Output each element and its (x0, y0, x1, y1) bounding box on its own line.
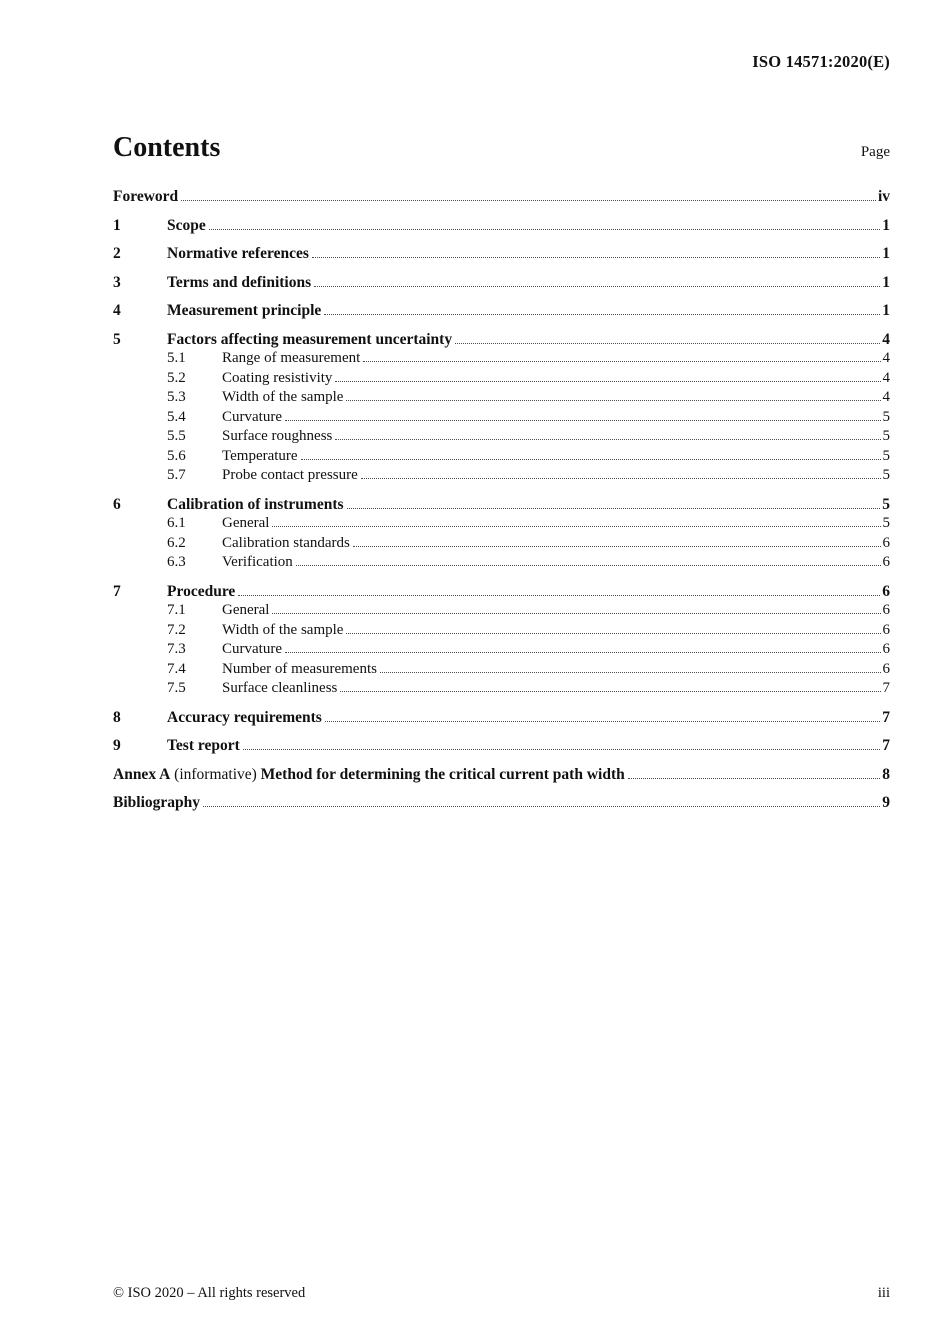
toc-entry-page: 4 (882, 330, 890, 348)
toc-entry-page: 1 (882, 273, 890, 291)
dot-leader (335, 380, 880, 382)
toc-entry-label: Number of measurements (222, 660, 377, 677)
toc-entry-number: 7 (113, 582, 121, 600)
toc-header (113, 132, 890, 164)
toc-entry-label: Coating resistivity (222, 369, 333, 386)
toc-entry-page: 5 (882, 467, 890, 483)
toc-entry-label: Terms and definitions (167, 273, 312, 291)
toc-entry-page: 6 (882, 602, 890, 618)
toc-entry-page: 6 (882, 554, 890, 570)
toc-entry-label-part: Method for determining the critical current path width (260, 765, 625, 783)
toc-entry-page: 4 (882, 369, 890, 386)
toc-entry-label: Test report (167, 737, 240, 754)
toc-entry-label: Factors affecting measurement uncertainty (167, 330, 453, 348)
dot-leader (272, 525, 880, 527)
page-column-label: Page (860, 144, 890, 160)
toc-entry[interactable] (113, 708, 890, 728)
toc-entry[interactable] (113, 765, 890, 785)
dot-leader (346, 399, 880, 401)
toc-entry-page: 7 (882, 737, 890, 754)
toc-entry[interactable] (113, 330, 890, 350)
toc-entry-number: 4 (113, 302, 121, 319)
toc-entry-number: 5.6 (167, 447, 186, 464)
toc-entry-number: 5 (113, 330, 121, 348)
dot-leader (361, 477, 881, 479)
contents-title: Contents (113, 132, 221, 163)
toc-entry-number: 9 (113, 737, 121, 754)
dot-leader (314, 285, 880, 287)
dot-leader (628, 777, 881, 779)
toc-entry[interactable] (113, 349, 890, 369)
folio-page-number: iii (877, 1285, 890, 1301)
toc-entry-number: 8 (113, 708, 121, 726)
dot-leader (340, 690, 880, 692)
toc-entry-number: 6.3 (167, 554, 186, 570)
toc-entry-label: Foreword (113, 188, 179, 205)
toc-entry[interactable] (113, 582, 890, 602)
dot-leader (347, 507, 881, 509)
dot-leader (301, 458, 881, 460)
toc-entry-page: 5 (882, 515, 890, 531)
dot-leader (380, 671, 881, 673)
toc-entry[interactable] (113, 447, 890, 467)
toc-entry[interactable] (113, 388, 890, 408)
toc-entry-page: 4 (882, 389, 890, 405)
toc-entry-label: Surface cleanliness (222, 680, 338, 696)
toc-entry-number: 3 (113, 273, 121, 291)
dot-leader (346, 632, 880, 634)
dot-leader (335, 438, 880, 440)
document-reference: ISO 14571:2020(E) (752, 52, 890, 71)
toc-entry-label-part: Annex A (113, 765, 171, 783)
toc-entry-label: Surface roughness (222, 428, 333, 444)
toc-entry[interactable] (113, 244, 890, 264)
toc-entry-page: 7 (882, 680, 890, 696)
dot-leader (363, 360, 880, 362)
toc-entry-page: 5 (882, 408, 890, 425)
toc-entry-page: 6 (882, 660, 890, 677)
toc-entry-label: Calibration standards (222, 534, 350, 551)
toc-entry-label: Bibliography (113, 794, 200, 811)
toc-entry-page: 6 (882, 582, 890, 600)
dot-leader (238, 594, 880, 596)
toc-entry-number: 7.4 (167, 660, 186, 677)
dot-leader (353, 545, 881, 547)
toc-entry[interactable] (113, 640, 890, 660)
toc-entry-label: Scope (167, 216, 206, 234)
dot-leader (324, 313, 880, 315)
toc-entry-number: 7.5 (167, 680, 186, 696)
dot-leader (285, 419, 881, 421)
toc-entry-number: 6 (113, 495, 121, 513)
toc-entry-label: Curvature (222, 641, 282, 657)
toc-entry-number: 7.2 (167, 621, 186, 638)
toc-entry-page: 8 (882, 765, 890, 783)
toc-entry[interactable] (113, 601, 890, 621)
toc-entry-number: 2 (113, 245, 121, 262)
dot-leader (209, 228, 881, 230)
toc-entry[interactable] (113, 273, 890, 293)
toc-entry-label: Normative references (167, 245, 309, 262)
toc-entry-page: 6 (882, 621, 890, 638)
toc-entry[interactable] (113, 216, 890, 236)
toc-entry[interactable] (113, 793, 890, 813)
toc-entry-number: 5.3 (167, 389, 186, 405)
dot-leader (203, 805, 880, 807)
dot-leader (325, 720, 880, 722)
document-footer (113, 1284, 890, 1302)
dot-leader (312, 256, 880, 258)
toc-entry-page: 1 (882, 302, 890, 319)
toc-entry[interactable] (113, 187, 890, 207)
dot-leader (181, 199, 876, 201)
toc-entry-page: 6 (882, 534, 890, 551)
toc-entry-number: 1 (113, 216, 121, 234)
toc-entry[interactable] (113, 301, 890, 321)
toc-entry-number: 7.3 (167, 641, 186, 657)
toc-entry-page: 5 (882, 495, 890, 513)
toc-entry-label: Temperature (222, 447, 298, 464)
toc-entry[interactable] (113, 621, 890, 641)
toc-entry-page: 5 (882, 447, 890, 464)
toc-entry-page: 9 (882, 794, 890, 811)
dot-leader (296, 564, 881, 566)
toc-entry-page: 1 (882, 216, 890, 234)
toc-list (113, 187, 890, 813)
dot-leader (243, 748, 880, 750)
toc-entry-number: 5.1 (167, 350, 186, 366)
copyright-notice: © ISO 2020 – All rights reserved (113, 1285, 306, 1301)
toc-entry-label: Calibration of instruments (167, 495, 344, 513)
toc-entry-label: General (222, 515, 270, 531)
toc-entry[interactable] (113, 679, 890, 699)
toc-entry-number: 5.5 (167, 428, 186, 444)
toc-entry-label: Measurement principle (167, 302, 322, 319)
toc-entry-page: 6 (882, 641, 890, 657)
toc-entry[interactable] (113, 736, 890, 756)
toc-entry-page: 7 (882, 708, 890, 726)
dot-leader (272, 612, 880, 614)
toc-entry-label: General (222, 602, 270, 618)
toc-entry-number: 5.7 (167, 467, 186, 483)
toc-entry-label: Procedure (167, 582, 236, 600)
toc-entry-page: 1 (882, 245, 890, 262)
toc-entry[interactable] (113, 495, 890, 515)
toc-entry-number: 5.2 (167, 369, 186, 386)
toc-entry-label: Probe contact pressure (222, 467, 358, 483)
toc-entry-label: Width of the sample (222, 621, 344, 638)
toc-entry-label: Verification (222, 554, 293, 570)
toc-entry-number: 7.1 (167, 602, 186, 618)
toc-entry-label: Accuracy requirements (167, 708, 322, 726)
dot-leader (285, 651, 881, 653)
toc-entry-number: 6.1 (167, 515, 186, 531)
toc-entry-page: 4 (882, 350, 890, 366)
toc-entry-page: iv (877, 188, 890, 205)
toc-entry-number: 5.4 (167, 408, 186, 425)
toc-entry[interactable] (113, 660, 890, 680)
toc-entry-number: 6.2 (167, 534, 186, 551)
toc-entry-label-part: (informative) (170, 765, 261, 783)
toc-entry[interactable] (113, 534, 890, 554)
toc-entry-label (113, 765, 625, 785)
dot-leader (455, 342, 880, 344)
toc-entry[interactable] (113, 408, 890, 428)
toc-entry-label: Width of the sample (222, 389, 344, 405)
toc-entry[interactable] (113, 514, 890, 534)
toc-entry-label: Range of measurement (222, 350, 361, 366)
toc-entry-page: 5 (882, 428, 890, 444)
toc-entry[interactable] (113, 466, 890, 486)
toc-entry[interactable] (113, 553, 890, 573)
toc-entry-label: Curvature (222, 408, 282, 425)
toc-entry[interactable] (113, 427, 890, 447)
toc-entry[interactable] (113, 369, 890, 389)
